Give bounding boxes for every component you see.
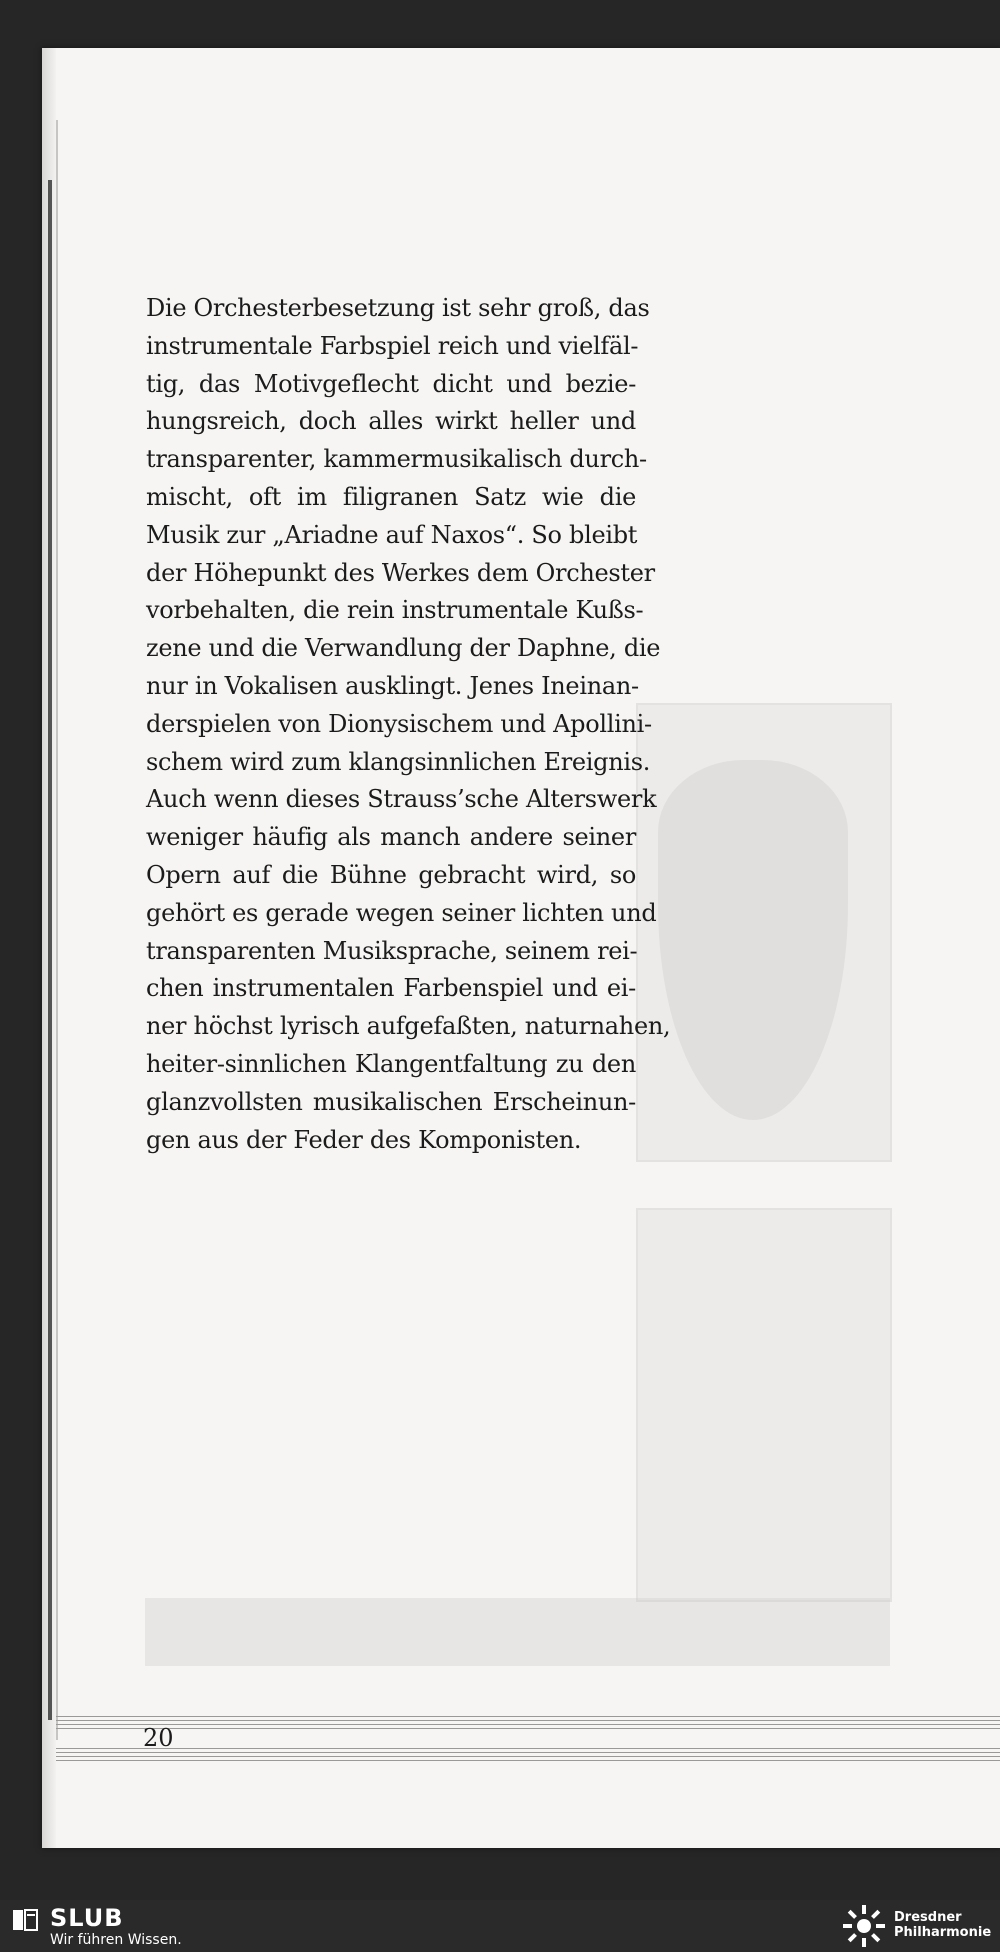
binding-shadow (56, 120, 58, 1740)
bleed-through-band (145, 1598, 890, 1666)
text-line: nur in Vokalisen ausklingt. Jenes Ineinan- (146, 671, 639, 700)
library-name[interactable]: SLUB (50, 1904, 124, 1932)
text-line: schem wird zum klangsinnlichen Ereignis. (146, 747, 651, 776)
library-tagline: Wir führen Wissen. (50, 1932, 182, 1948)
text-line: glanzvollsten musikalischen Erscheinun- (146, 1087, 636, 1116)
body-paragraph (146, 290, 671, 1159)
text-line: gen aus der Feder des Komponisten. (146, 1125, 582, 1154)
partner-name-line2: Philharmonie (894, 1925, 992, 1940)
text-line: transparenten Musiksprache, seinem rei- (146, 936, 638, 965)
slub-logo-icon[interactable] (12, 1908, 42, 1932)
bleed-through-frame (636, 1208, 892, 1602)
text-line: mischt, oft im filigranen Satz wie die (146, 482, 636, 511)
text-line: instrumentale Farbspiel reich und vielfäl- (146, 331, 639, 360)
text-line: Opern auf die Bühne gebracht wird, so (146, 860, 636, 889)
text-line: derspielen von Dionysischem und Apollini- (146, 709, 652, 738)
partner-name[interactable] (894, 1910, 991, 1940)
text-line: gehört es gerade wegen seiner lichten und (146, 898, 657, 927)
text-line: tig, das Motivgeflecht dicht und bezie- (146, 369, 636, 398)
text-line: Auch wenn dieses Strauss’sche Alterswerk (146, 785, 657, 814)
dresdner-philharmonie-logo-icon[interactable] (842, 1904, 886, 1948)
partner-name-line1: Dresdner (894, 1910, 962, 1925)
text-line: transparenter, kammermusikalisch durch- (146, 445, 647, 474)
text-line: ner höchst lyrisch aufgefaßten, naturnahen, (146, 1012, 671, 1041)
text-line: chen instrumentalen Farbenspiel und ei- (146, 974, 636, 1003)
footer-bar (0, 1900, 1000, 1952)
binding-line (48, 180, 52, 1720)
text-line: hungsreich, doch alles wirkt heller und (146, 407, 636, 436)
text-line: zene und die Verwandlung der Daphne, die (146, 634, 661, 663)
page-number: 20 (143, 1724, 174, 1752)
text-line: der Höhepunkt des Werkes dem Orchester (146, 558, 655, 587)
text-line: vorbehalten, die rein instrumentale Kußs- (146, 596, 644, 625)
text-line: heiter-sinnlichen Klangentfaltung zu den (146, 1049, 636, 1078)
text-line: weniger häufig als manch andere seiner (146, 823, 636, 852)
text-line: Musik zur „Ariadne auf Naxos“. So bleibt (146, 520, 638, 549)
text-line: Die Orchesterbesetzung ist sehr groß, das (146, 294, 650, 322)
